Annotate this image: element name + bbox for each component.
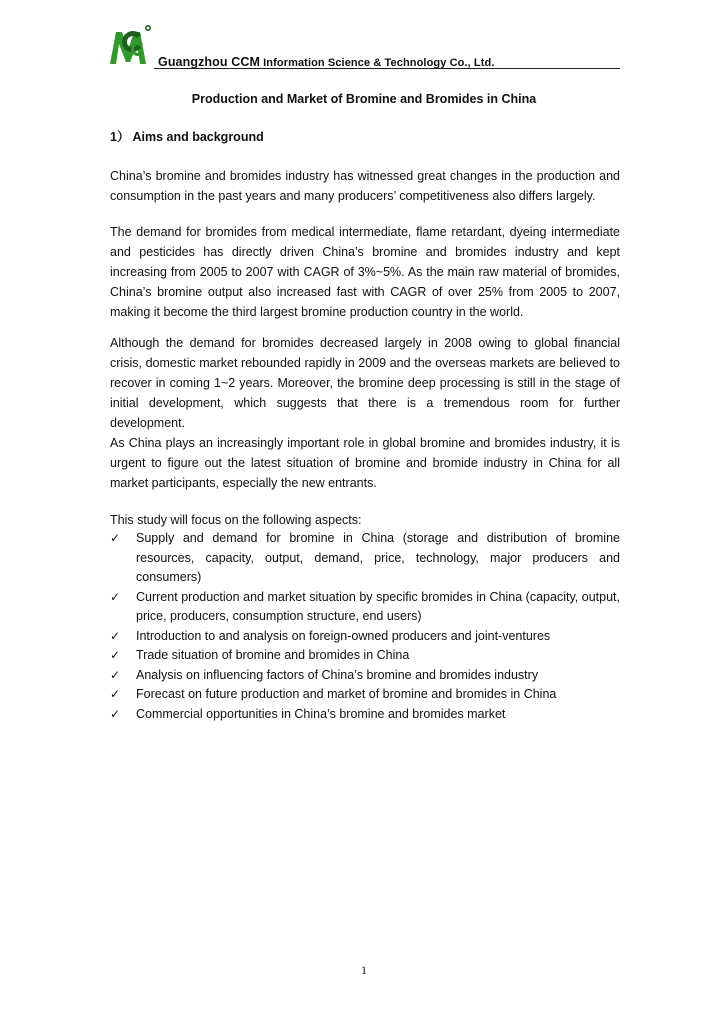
list-item-text: Trade situation of bromine and bromides in China <box>136 648 410 662</box>
list-item-text: Current production and market situation by specific bromides in China (capacity, output, price, producers, consumption structure, end users) <box>136 589 620 623</box>
company-logo <box>108 22 156 68</box>
aspects-list <box>110 529 620 724</box>
check-icon: ✓ <box>110 531 121 545</box>
list-item-text: Forecast on future production and market of bromine and bromides in China <box>136 687 557 701</box>
check-icon: ✓ <box>110 589 121 604</box>
list-item <box>110 646 620 666</box>
paragraph-3: Although the demand for bromides decreased largely in 2008 owing to global financial crisis, domestic market rebounded rapidly in 2009 and the overseas markets are believed to recover in coming 1~2 years. Moreover, the bromine deep processing is still in the stage of initial development, which suggests that there is a tremendous room for further development. <box>110 336 620 430</box>
list-item <box>110 685 620 705</box>
list-item-text: Commercial opportunities in China’s bromine and bromides market <box>136 706 506 721</box>
page-header <box>108 22 620 68</box>
list-item <box>110 705 620 725</box>
check-icon: ✓ <box>110 706 121 721</box>
list-item <box>110 666 620 686</box>
header-rule <box>154 68 620 69</box>
list-item-text: Introduction to and analysis on foreign-owned producers and joint-ventures <box>136 628 551 643</box>
check-icon: ✓ <box>110 648 121 662</box>
list-item-text: Supply and demand for bromine in China (storage and distribution of bromine resources, capacity, output, demand, price, technology, major producers and consumers) <box>136 531 620 584</box>
section-heading: 1） Aims and background <box>110 130 264 144</box>
check-icon: ✓ <box>110 687 121 701</box>
list-item <box>110 588 620 627</box>
list-intro: This study will focus on the following aspects: <box>110 513 362 527</box>
paragraph-1: China’s bromine and bromides industry has witnessed great changes in the production and consumption in the past years and many producers’ competitiveness also differs largely. <box>110 169 620 203</box>
check-icon: ✓ <box>110 667 121 682</box>
company-name-main: Guangzhou CCM <box>158 55 260 69</box>
list-item <box>110 627 620 647</box>
company-name <box>158 55 494 69</box>
list-item <box>110 529 620 588</box>
page-number: 1 <box>361 963 367 977</box>
check-icon: ✓ <box>110 628 121 643</box>
company-name-suffix: Information Science & Technology Co., Ltd. <box>263 57 495 69</box>
paragraph-4: As China plays an increasingly important role in global bromine and bromides industry, it is urgent to figure out the latest situation of bromine and bromide industry in China for all market participants, especially the new entrants. <box>110 436 620 490</box>
list-item-text: Analysis on influencing factors of China’s bromine and bromides industry <box>136 667 539 682</box>
paragraph-2: The demand for bromides from medical intermediate, flame retardant, dyeing intermediate and pesticides has directly driven China’s bromine and bromides industry and kept increasing from 2005 to 2007 with CAGR of 3%~5%. As the main raw material of bromides, China’s bromine output also increased fast with CAGR of over 25% from 2005 to 2007, making it become the third largest bromine production country in the world. <box>110 225 620 319</box>
document-title: Production and Market of Bromine and Bromides in China <box>191 92 537 106</box>
